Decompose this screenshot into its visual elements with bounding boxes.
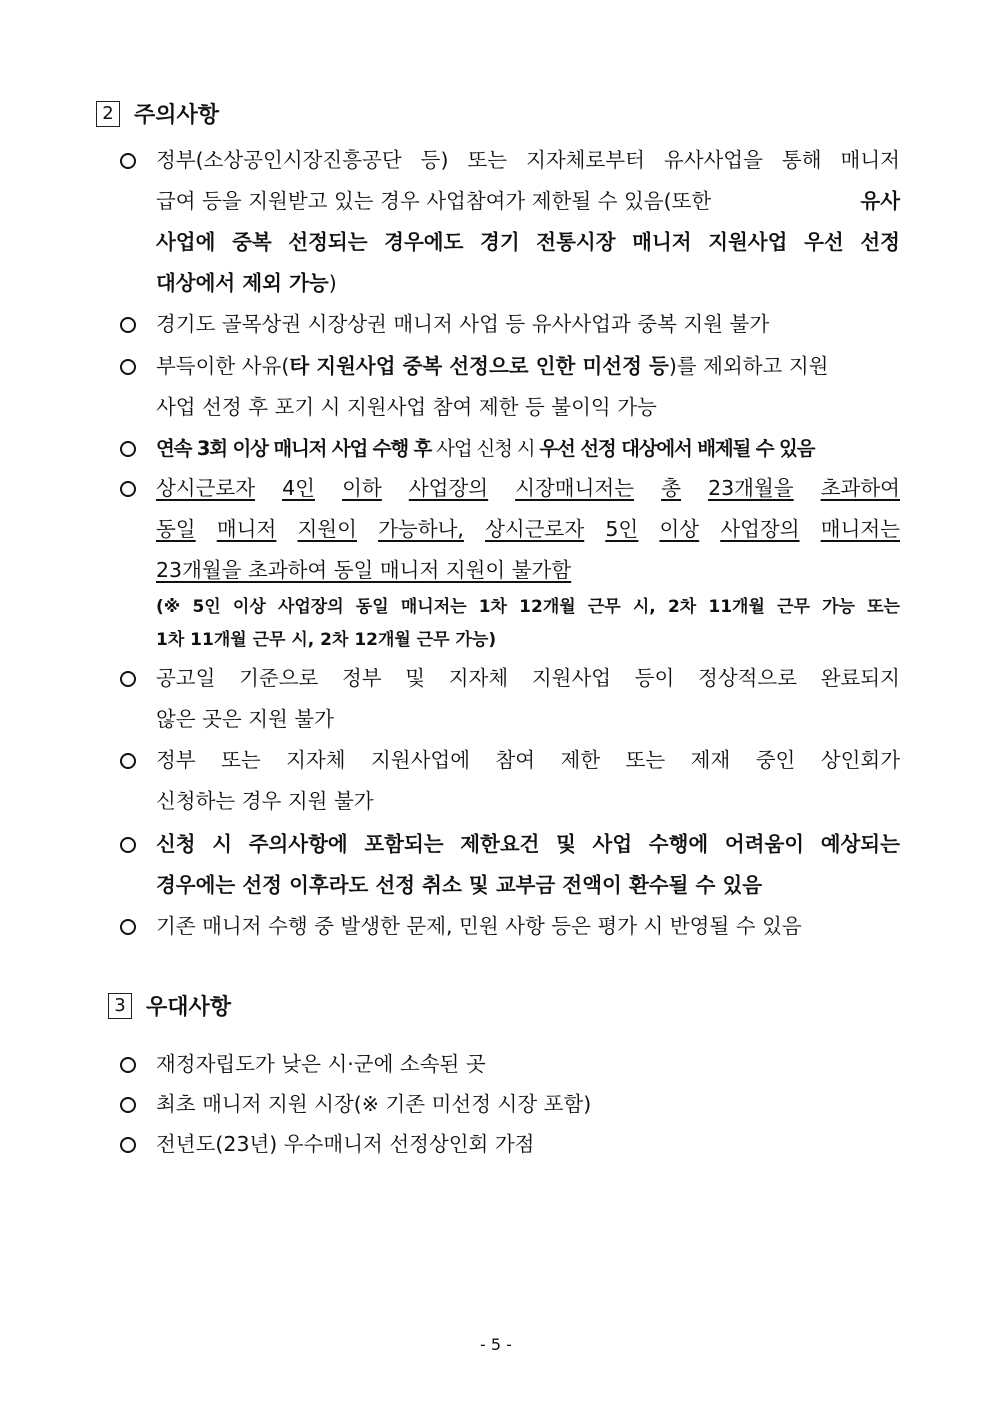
caution-item-1 xyxy=(120,140,900,304)
caution-item-9 xyxy=(120,906,900,947)
caution-item-6-line-2: 않은 곳은 지원 불가 xyxy=(156,707,334,731)
section-2-heading xyxy=(96,98,219,129)
circle-bullet-icon xyxy=(120,304,138,348)
preference-item-2 xyxy=(120,1084,900,1125)
section-2-title: 주의사항 xyxy=(134,103,220,128)
section-3-title: 우대사항 xyxy=(146,995,232,1020)
caution-item-8-line-1: 신청 시 주의사항에 포함되는 제한요건 및 사업 수행에 어려움이 예상되는 xyxy=(156,832,900,856)
caution-item-3-line-2: 사업 선정 후 포기 시 지원사업 참여 제한 등 불이익 가능 xyxy=(156,395,657,419)
caution-item-7-line-2: 신청하는 경우 지원 불가 xyxy=(156,789,374,813)
section-2-number: 2 xyxy=(96,101,120,127)
note-line-1: (※ 5인 이상 사업장의 동일 매니저는 1차 12개월 근무 시, 2차 11개월 근무 가능 또는 xyxy=(156,597,900,617)
preference-item-1 xyxy=(120,1044,900,1085)
circle-bullet-icon xyxy=(120,1044,138,1088)
preference-item-2-text: 최초 매니저 지원 시장(※ 기존 미선정 시장 포함) xyxy=(156,1092,592,1116)
circle-bullet-icon xyxy=(120,140,138,184)
caution-item-1-line-1: 정부(소상공인시장진흥공단 등) 또는 지자체로부터 유사사업을 통해 매니저 xyxy=(156,148,900,172)
circle-bullet-icon xyxy=(120,658,138,702)
circle-bullet-icon xyxy=(120,1084,138,1128)
caution-item-4-text: 연속 3회 이상 매니저 사업 수행 후 사업 신청 시 우선 선정 대상에서 배제될 수 있음 xyxy=(156,437,815,460)
caution-item-8-line-2: 경우에는 선정 이후라도 선정 취소 및 교부금 전액이 환수될 수 있음 xyxy=(156,873,763,897)
caution-item-1-line-2: 급여 등을 지원받고 있는 경우 사업참여가 제한될 수 있음(또한 유사 xyxy=(156,189,900,213)
caution-item-6 xyxy=(120,658,900,740)
caution-item-3-line-1: 부득이한 사유(타 지원사업 중복 선정으로 인한 미선정 등)를 제외하고 지원 xyxy=(156,354,829,378)
circle-bullet-icon xyxy=(120,1124,138,1168)
circle-bullet-icon xyxy=(120,906,138,950)
section-3-heading xyxy=(108,990,231,1021)
caution-item-9-text: 기존 매니저 수행 중 발생한 문제, 민원 사항 등은 평가 시 반영될 수 있음 xyxy=(156,914,802,938)
section-3-number: 3 xyxy=(108,993,132,1019)
caution-item-5-line-1: 상시근로자 4인 이하 사업장의 시장매니저는 총 23개월을 초과하여 xyxy=(156,476,900,500)
caution-item-5-line-3: 23개월을 초과하여 동일 매니저 지원이 불가함 xyxy=(156,558,572,582)
caution-item-2-text: 경기도 골목상권 시장상권 매니저 사업 등 유사사업과 중복 지원 불가 xyxy=(156,312,770,336)
caution-item-2 xyxy=(120,304,900,345)
page-number: - 5 - xyxy=(480,1335,512,1354)
caution-item-3 xyxy=(120,346,900,428)
preference-item-1-text: 재정자립도가 낮은 시·군에 소속된 곳 xyxy=(156,1052,486,1076)
circle-bullet-icon xyxy=(120,824,138,868)
caution-item-5-line-2: 동일 매니저 지원이 가능하나, 상시근로자 5인 이상 사업장의 매니저는 xyxy=(156,517,900,541)
caution-item-8 xyxy=(120,824,900,906)
circle-bullet-icon xyxy=(120,346,138,390)
circle-bullet-icon xyxy=(120,428,138,472)
preference-item-3 xyxy=(120,1124,900,1165)
caution-item-1-line-3: 사업에 중복 선정되는 경우에도 경기 전통시장 매니저 지원사업 우선 선정 xyxy=(156,230,900,254)
circle-bullet-icon xyxy=(120,468,138,512)
caution-item-5-note xyxy=(156,591,900,657)
caution-item-7-line-1: 정부 또는 지자체 지원사업에 참여 제한 또는 제재 중인 상인회가 xyxy=(156,748,900,772)
note-line-2: 1차 11개월 근무 시, 2차 12개월 근무 가능) xyxy=(156,630,497,650)
caution-item-4 xyxy=(120,428,900,469)
circle-bullet-icon xyxy=(120,740,138,784)
caution-item-6-line-1: 공고일 기준으로 정부 및 지자체 지원사업 등이 정상적으로 완료되지 xyxy=(156,666,900,690)
caution-item-1-line-4: 대상에서 제외 가능) xyxy=(156,271,337,295)
caution-item-5 xyxy=(120,468,900,591)
caution-item-7 xyxy=(120,740,900,822)
preference-item-3-text: 전년도(23년) 우수매니저 선정상인회 가점 xyxy=(156,1132,535,1156)
